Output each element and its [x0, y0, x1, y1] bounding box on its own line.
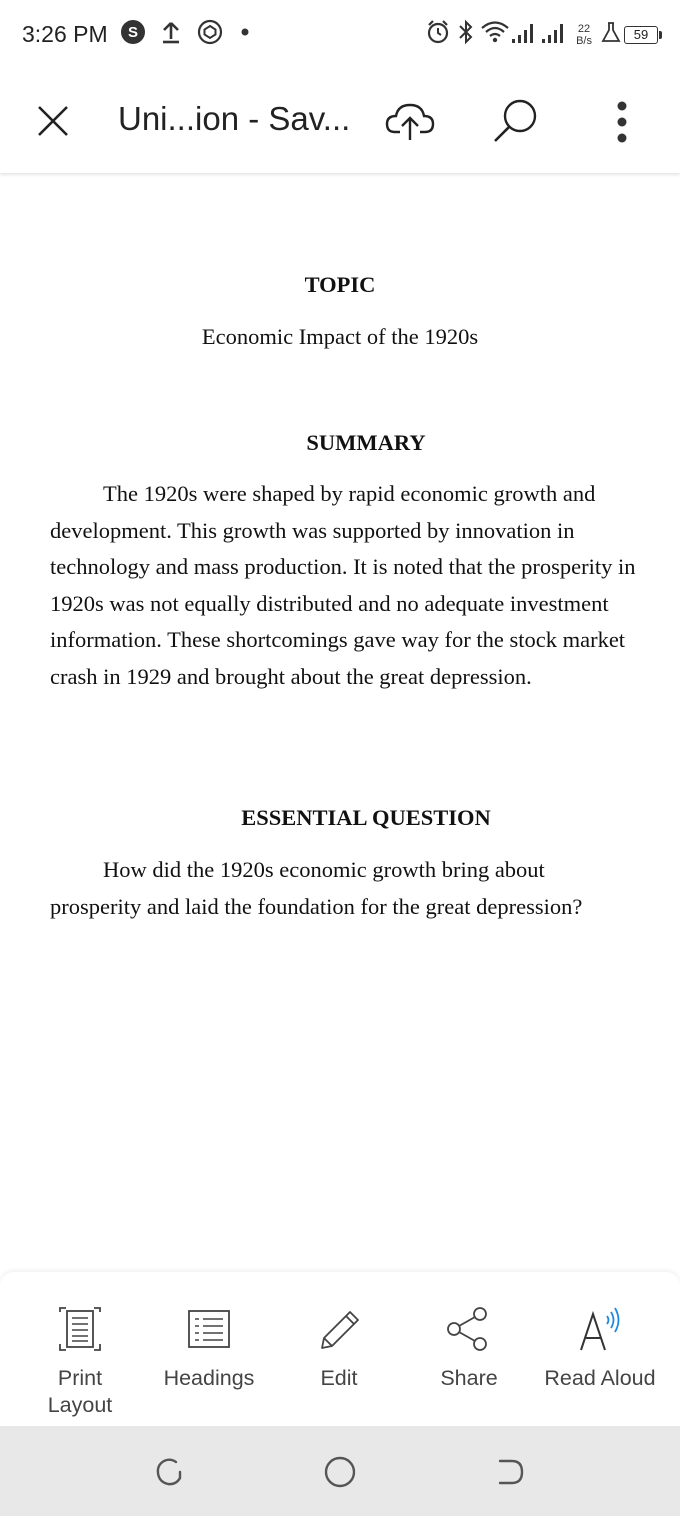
- share-button[interactable]: [404, 1272, 534, 1426]
- recents-button[interactable]: [152, 1454, 188, 1490]
- share-icon: [404, 1306, 534, 1352]
- status-time: 3:26 PM: [22, 21, 108, 47]
- topic-text: Economic Impact of the 1920s: [201, 324, 479, 349]
- home-button[interactable]: [322, 1454, 358, 1490]
- system-nav-bar: [0, 1426, 680, 1516]
- essential-question-paragraph: How did the 1920s economic growth bring about prosperity and laid the foundation for the great depression?: [50, 857, 583, 919]
- headings-label: Headings: [163, 1366, 255, 1390]
- bottom-toolbar: [0, 1272, 680, 1426]
- recents-icon: [152, 1454, 188, 1490]
- status-right: [424, 18, 658, 51]
- bluetooth-icon: [456, 18, 476, 51]
- wifi-icon: [480, 19, 510, 50]
- read-aloud-button[interactable]: [535, 1272, 665, 1426]
- s-badge-icon: [120, 19, 146, 50]
- cloud-upload-button[interactable]: [384, 98, 436, 144]
- pencil-icon: [274, 1306, 404, 1352]
- summary-heading: SUMMARY: [306, 430, 426, 455]
- close-icon: [32, 100, 74, 142]
- upload-arrow-icon: [158, 19, 184, 50]
- alarm-icon: [424, 18, 452, 51]
- back-button[interactable]: [492, 1454, 528, 1490]
- edit-label: Edit: [320, 1366, 358, 1390]
- signal-icon-1: [510, 19, 540, 50]
- share-label: Share: [440, 1366, 498, 1390]
- print-layout-label: Print Layout: [47, 1366, 113, 1417]
- app-bar: [0, 68, 680, 173]
- flask-icon: [600, 20, 622, 49]
- topic-heading: TOPIC: [304, 272, 376, 297]
- svg-text:S: S: [127, 24, 138, 41]
- dot-icon: [236, 23, 254, 46]
- print-layout-icon: [15, 1306, 145, 1352]
- more-options-button[interactable]: [604, 96, 640, 148]
- document-title[interactable]: Uni...ion - Sav...: [118, 100, 351, 137]
- edit-button[interactable]: [274, 1272, 404, 1426]
- home-circle-icon: [322, 1454, 358, 1490]
- cloud-upload-icon: [384, 98, 436, 144]
- print-layout-button[interactable]: [15, 1272, 145, 1426]
- chrome-like-icon: [196, 18, 224, 51]
- more-vertical-icon: [604, 96, 640, 148]
- headings-icon: [144, 1306, 274, 1352]
- search-button[interactable]: [490, 96, 542, 148]
- search-icon: [490, 96, 542, 148]
- read-aloud-icon: [535, 1306, 665, 1352]
- status-bar: [0, 0, 680, 68]
- back-icon: [492, 1454, 528, 1490]
- close-button[interactable]: [32, 100, 74, 142]
- signal-icon-2: [540, 19, 570, 50]
- net-speed: [576, 23, 592, 47]
- read-aloud-label: Read Aloud: [544, 1366, 656, 1390]
- net-speed-unit: B/s: [576, 34, 592, 47]
- summary-paragraph: The 1920s were shaped by rapid economic growth and development. This growth was supported by innovation in technology and mass production. It is noted that the prosperity in 1920s was not equally distributed and no adequate investment information. These shortcomings gave way for the stock market crash in 1929 and brought about the great depression.: [50, 481, 636, 689]
- net-speed-value: 22: [577, 22, 591, 35]
- document-body[interactable]: [0, 176, 680, 1268]
- headings-button[interactable]: [144, 1272, 274, 1426]
- battery-indicator: 59: [624, 26, 658, 44]
- status-left: [22, 18, 254, 51]
- essential-question-heading: ESSENTIAL QUESTION: [241, 805, 491, 830]
